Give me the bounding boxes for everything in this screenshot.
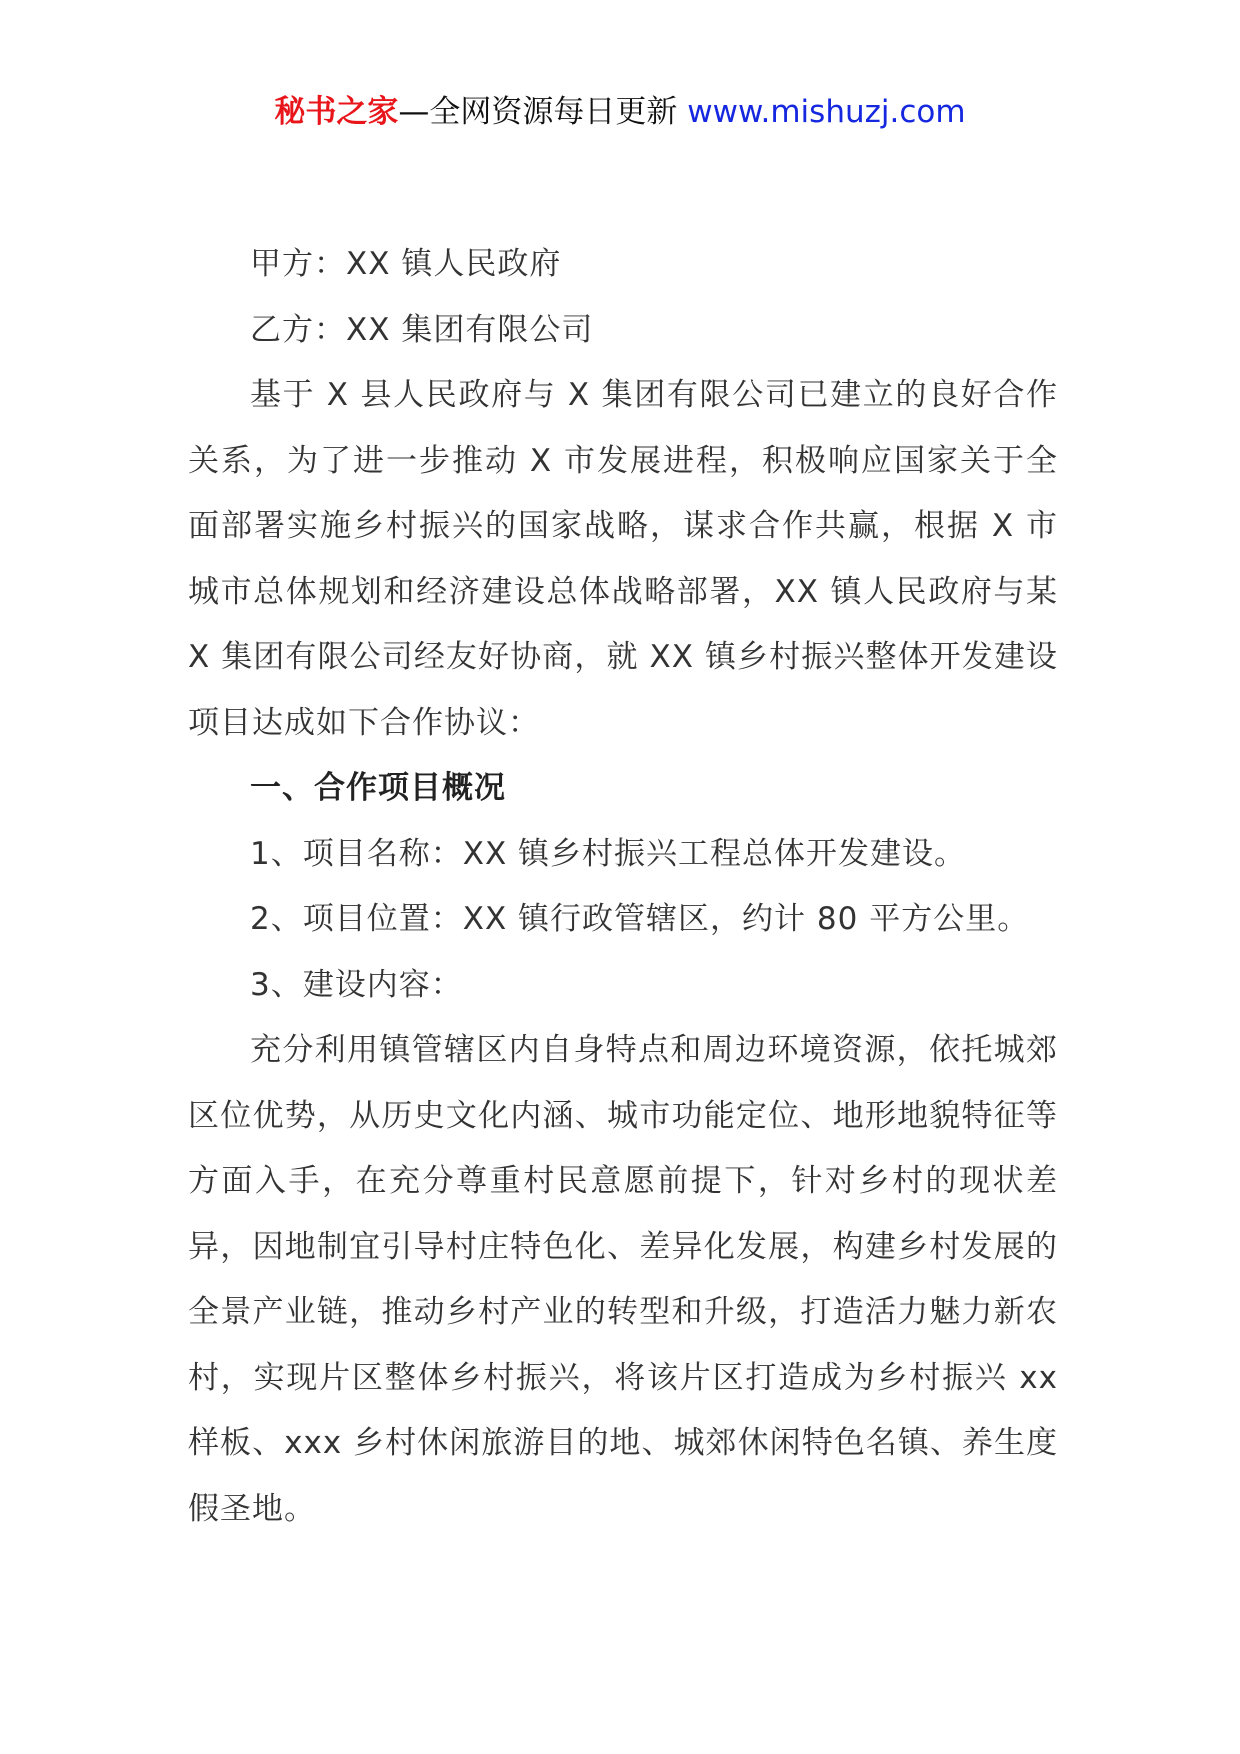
intro-paragraph: 基于 X 县人民政府与 X 集团有限公司已建立的良好合作关系，为了进一步推动 X 市发展进程，积极响应国家关于全面部署实施乡村振兴的国家战略，谋求合作共赢，根据 X 市城市总体规划和经济建设总体战略部署，XX 镇人民政府与某 X 集团有限公司经友好协商，就 XX 镇乡村振兴整体开发建设项目达成如下合作协议： (188, 377, 1058, 741)
party-b: 乙方：XX 集团有限公司 (250, 311, 594, 348)
site-header (0, 92, 1240, 132)
document-body (188, 232, 1058, 1542)
site-tagline: —全网资源每日更新 (398, 94, 678, 130)
construction-content-paragraph: 充分利用镇管辖区内自身特点和周边环境资源，依托城郊区位优势，从历史文化内涵、城市功能定位、地形地貌特征等方面入手，在充分尊重村民意愿前提下，针对乡村的现状差异，因地制宜引导村庄特色化、差异化发展，构建乡村发展的全景产业链，推动乡村产业的转型和升级，打造活力魅力新农村，实现片区整体乡村振兴，将该片区打造成为乡村振兴 xx 样板、xxx 乡村休闲旅游目的地、城郊休闲特色名镇、养生度假圣地。 (188, 1032, 1058, 1527)
item-project-location: 2、项目位置：XX 镇行政管辖区，约计 80 平方公里。 (250, 901, 1030, 937)
site-url-link[interactable]: www.mishuzj.com (687, 94, 966, 130)
section-heading: 一、合作项目概况 (250, 770, 506, 806)
item-project-name: 1、项目名称：XX 镇乡村振兴工程总体开发建设。 (250, 835, 967, 872)
item-construction-content: 3、建设内容： (250, 966, 463, 1003)
party-a: 甲方：XX 镇人民政府 (250, 246, 562, 282)
site-brand: 秘书之家 (274, 94, 399, 130)
